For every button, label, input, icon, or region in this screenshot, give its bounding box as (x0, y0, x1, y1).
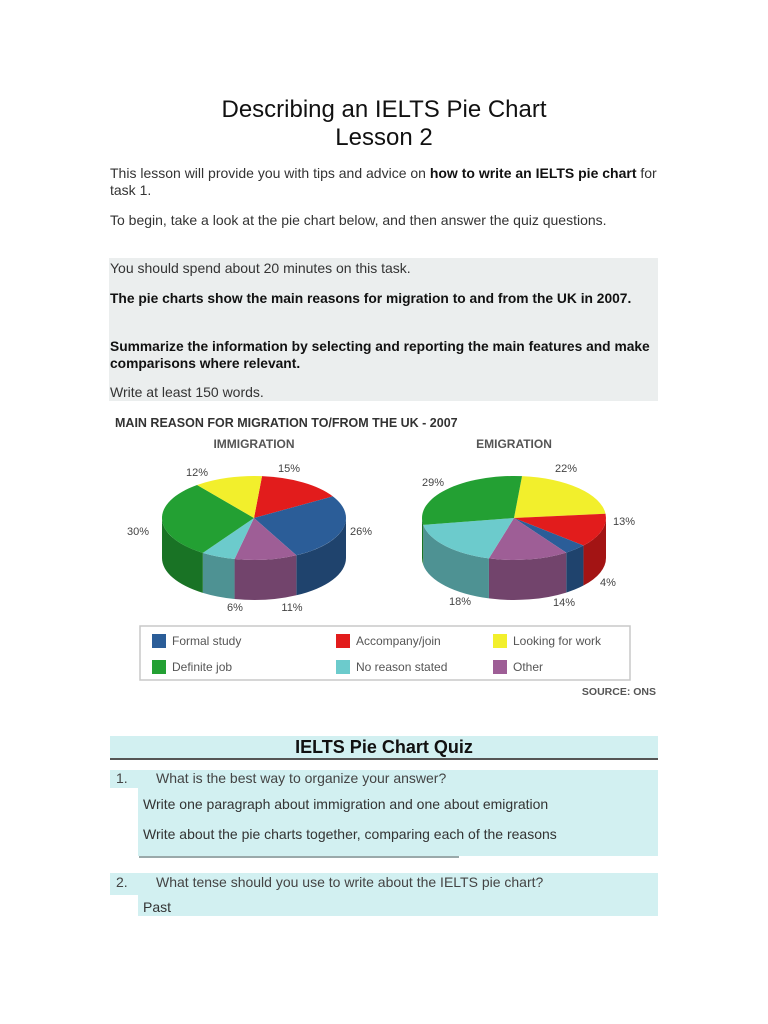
task-word-count: Write at least 150 words. (110, 384, 264, 400)
legend-swatch (152, 634, 166, 648)
intro-paragraph (110, 165, 660, 199)
chart-title: MAIN REASON FOR MIGRATION TO/FROM THE UK - 2007 (115, 416, 458, 430)
legend-swatch (493, 634, 507, 648)
question-number: 2. (116, 874, 128, 890)
title-line-1: Describing an IELTS Pie Chart (221, 96, 547, 123)
pie-slice-label: 26% (349, 526, 373, 538)
pie-slice-side (566, 546, 583, 593)
migration-chart (108, 408, 660, 708)
option-answer[interactable]: Past (143, 899, 172, 915)
legend-label: Formal study (172, 634, 242, 648)
pie-slice-side (422, 518, 423, 565)
question-2-options-bg (138, 895, 658, 916)
question-text: What tense should you use to write about the IELTS pie chart? (156, 874, 544, 890)
task-prompt: The pie charts show the main reasons for migration to and from the UK in 2007. (110, 291, 632, 306)
legend-label: Accompany/join (356, 634, 441, 648)
question-text: What is the best way to organize your answer? (156, 770, 447, 786)
question-number: 1. (116, 770, 128, 786)
pie-slice-side (235, 555, 297, 600)
pie-slice-side (489, 553, 566, 600)
legend-swatch (336, 660, 350, 674)
task-instruction: Summarize the information by selecting and reporting the main features and make comparisons where relevant. (110, 339, 650, 371)
pie-slice-label: 22% (554, 463, 578, 475)
pie-slice-label: 30% (126, 526, 150, 538)
pie-slice-label: 4% (600, 577, 616, 589)
intro-paragraph-2: To begin, take a look at the pie chart below, and then answer the quiz questions. (110, 212, 607, 228)
quiz-title: IELTS Pie Chart Quiz (110, 736, 658, 760)
intro-text-1: This lesson will provide you with tips and advice on (110, 165, 430, 181)
chart-svg (108, 408, 660, 708)
legend-swatch (493, 660, 507, 674)
legend-swatch (152, 660, 166, 674)
pie-slice-label: 6% (227, 602, 243, 614)
pie-slice-label: 11% (281, 602, 303, 614)
pie-title: EMIGRATION (476, 437, 552, 451)
chart-source: SOURCE: ONS (581, 686, 656, 698)
pie-slice-label: 18% (448, 596, 472, 608)
task-box (109, 258, 658, 401)
page-title (0, 96, 768, 152)
pie-slice (514, 476, 606, 518)
question-2 (110, 873, 658, 895)
pie-slice-side (203, 553, 235, 599)
pie-slice-label: 12% (185, 467, 209, 479)
option-answer[interactable]: Write one paragraph about immigration and one about emigration (143, 796, 549, 812)
option-answer[interactable]: Write about the pie charts together, comparing each of the reasons (143, 826, 557, 842)
legend-label: Other (513, 660, 544, 674)
task-time: You should spend about 20 minutes on this task. (110, 260, 411, 276)
pie-slice-label: 14% (552, 597, 576, 609)
pie-slice-label: 13% (612, 516, 636, 528)
divider (139, 856, 459, 858)
legend-swatch (336, 634, 350, 648)
pie-title: IMMIGRATION (213, 437, 295, 451)
legend-label: Looking for work (513, 634, 602, 648)
question-1 (110, 770, 658, 788)
intro-bold: how to write an IELTS pie chart (429, 165, 637, 181)
legend-label: Definite job (172, 660, 233, 674)
pie-slice-label: 15% (277, 463, 301, 475)
pie-slice-label: 29% (421, 477, 445, 489)
title-line-2: Lesson 2 (335, 124, 433, 151)
legend-label: No reason stated (356, 660, 448, 674)
intro-text-2: for task 1. (110, 165, 657, 198)
